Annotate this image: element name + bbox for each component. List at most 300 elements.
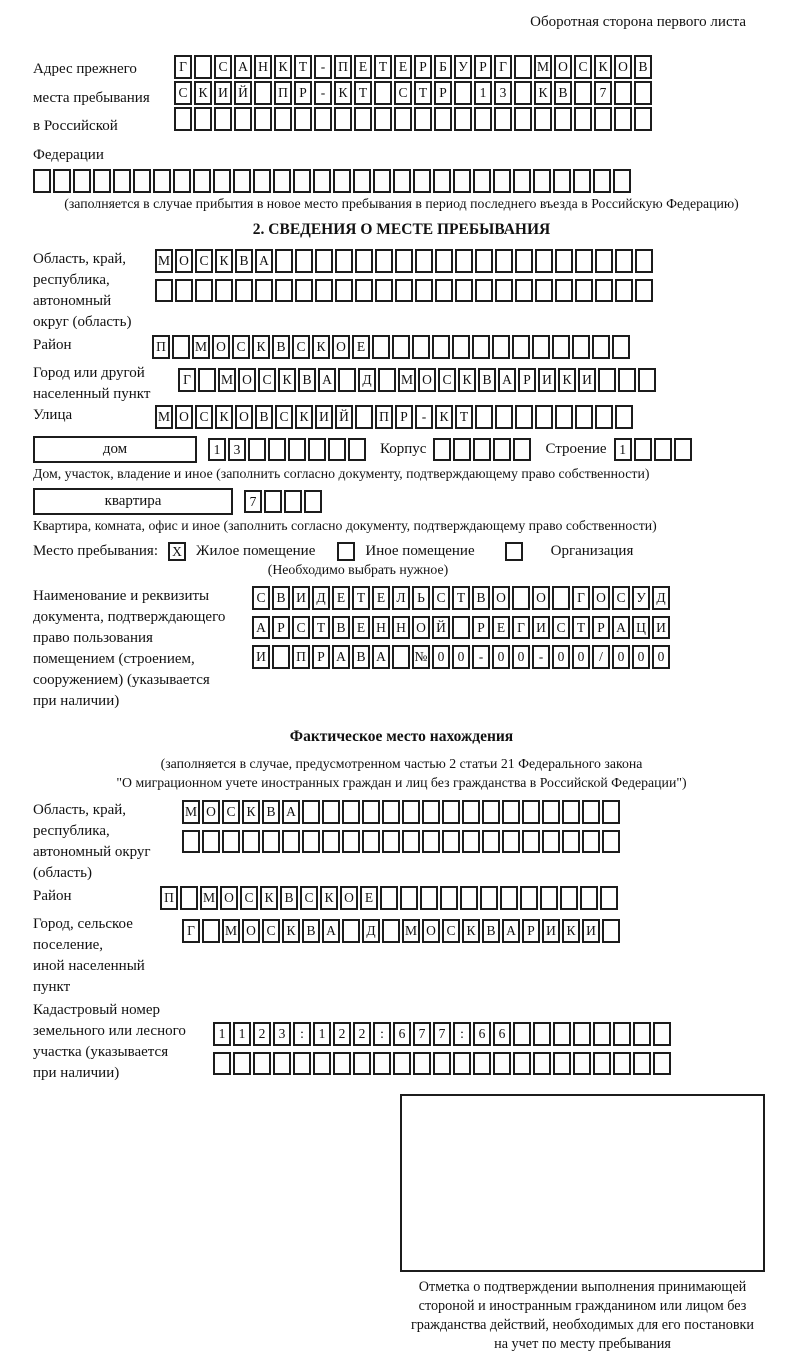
char-cell[interactable]: Й bbox=[335, 405, 353, 429]
char-cell[interactable] bbox=[288, 438, 306, 462]
char-cell[interactable]: К bbox=[242, 800, 260, 824]
char-cell[interactable] bbox=[455, 249, 473, 273]
char-cell[interactable] bbox=[422, 830, 440, 854]
char-cell[interactable]: К bbox=[215, 249, 233, 273]
char-cell[interactable] bbox=[214, 107, 232, 131]
char-cell[interactable]: К bbox=[295, 405, 313, 429]
char-cell[interactable]: А bbox=[502, 919, 520, 943]
char-cell[interactable] bbox=[273, 169, 291, 193]
char-cell[interactable] bbox=[562, 830, 580, 854]
char-cell[interactable]: И bbox=[214, 81, 232, 105]
char-cell[interactable]: О bbox=[532, 586, 550, 610]
char-cell[interactable] bbox=[393, 169, 411, 193]
char-cell[interactable]: Т bbox=[294, 55, 312, 79]
char-cell[interactable] bbox=[373, 169, 391, 193]
char-cell[interactable] bbox=[674, 438, 692, 462]
char-cell[interactable]: Е bbox=[372, 586, 390, 610]
char-cell[interactable] bbox=[375, 279, 393, 303]
char-cell[interactable] bbox=[453, 438, 471, 462]
char-cell[interactable] bbox=[593, 1022, 611, 1046]
char-cell[interactable] bbox=[355, 405, 373, 429]
char-cell[interactable] bbox=[462, 800, 480, 824]
char-cell[interactable] bbox=[412, 335, 430, 359]
char-cell[interactable]: Е bbox=[352, 335, 370, 359]
char-cell[interactable] bbox=[612, 335, 630, 359]
char-cell[interactable] bbox=[574, 81, 592, 105]
char-cell[interactable]: Т bbox=[352, 586, 370, 610]
char-cell[interactable] bbox=[493, 438, 511, 462]
char-cell[interactable] bbox=[575, 249, 593, 273]
char-cell[interactable]: 2 bbox=[253, 1022, 271, 1046]
char-cell[interactable]: - bbox=[532, 645, 550, 669]
char-cell[interactable] bbox=[315, 279, 333, 303]
char-cell[interactable] bbox=[73, 169, 91, 193]
char-cell[interactable] bbox=[432, 335, 450, 359]
char-cell[interactable] bbox=[202, 919, 220, 943]
char-cell[interactable] bbox=[235, 279, 253, 303]
char-cell[interactable]: 0 bbox=[512, 645, 530, 669]
char-cell[interactable] bbox=[522, 800, 540, 824]
char-cell[interactable] bbox=[482, 830, 500, 854]
char-cell[interactable] bbox=[512, 586, 530, 610]
char-cell[interactable]: Г bbox=[182, 919, 200, 943]
char-cell[interactable] bbox=[542, 830, 560, 854]
char-cell[interactable] bbox=[253, 169, 271, 193]
char-cell[interactable] bbox=[294, 107, 312, 131]
char-cell[interactable] bbox=[573, 1022, 591, 1046]
char-cell[interactable]: / bbox=[592, 645, 610, 669]
char-cell[interactable] bbox=[442, 830, 460, 854]
char-cell[interactable] bbox=[555, 405, 573, 429]
char-cell[interactable] bbox=[194, 55, 212, 79]
char-cell[interactable]: 0 bbox=[492, 645, 510, 669]
char-cell[interactable] bbox=[512, 335, 530, 359]
char-cell[interactable]: Е bbox=[492, 616, 510, 640]
char-cell[interactable] bbox=[553, 1052, 571, 1076]
char-cell[interactable] bbox=[180, 886, 198, 910]
char-cell[interactable] bbox=[322, 800, 340, 824]
char-cell[interactable] bbox=[593, 1052, 611, 1076]
char-cell[interactable]: : bbox=[293, 1022, 311, 1046]
char-cell[interactable] bbox=[654, 438, 672, 462]
char-cell[interactable]: О bbox=[242, 919, 260, 943]
char-cell[interactable] bbox=[335, 279, 353, 303]
char-cell[interactable] bbox=[455, 279, 473, 303]
char-cell[interactable]: М bbox=[200, 886, 218, 910]
char-cell[interactable] bbox=[535, 405, 553, 429]
char-cell[interactable]: 0 bbox=[612, 645, 630, 669]
char-cell[interactable]: К bbox=[594, 55, 612, 79]
char-cell[interactable]: № bbox=[412, 645, 430, 669]
char-cell[interactable]: Р bbox=[472, 616, 490, 640]
char-cell[interactable] bbox=[264, 490, 282, 514]
char-cell[interactable] bbox=[442, 800, 460, 824]
char-cell[interactable] bbox=[454, 81, 472, 105]
char-cell[interactable]: Р bbox=[294, 81, 312, 105]
char-cell[interactable] bbox=[415, 249, 433, 273]
char-cell[interactable]: 7 bbox=[413, 1022, 431, 1046]
char-cell[interactable]: С bbox=[252, 586, 270, 610]
char-cell[interactable]: К bbox=[282, 919, 300, 943]
char-cell[interactable]: С bbox=[262, 919, 280, 943]
char-cell[interactable] bbox=[334, 107, 352, 131]
char-cell[interactable] bbox=[634, 438, 652, 462]
char-cell[interactable]: 2 bbox=[353, 1022, 371, 1046]
char-cell[interactable] bbox=[615, 279, 633, 303]
char-cell[interactable]: В bbox=[478, 368, 496, 392]
char-cell[interactable] bbox=[513, 169, 531, 193]
char-cell[interactable] bbox=[440, 886, 458, 910]
char-cell[interactable] bbox=[194, 107, 212, 131]
char-cell[interactable] bbox=[242, 830, 260, 854]
char-cell[interactable] bbox=[552, 335, 570, 359]
char-cell[interactable] bbox=[362, 830, 380, 854]
char-cell[interactable]: М bbox=[222, 919, 240, 943]
char-cell[interactable] bbox=[392, 335, 410, 359]
char-cell[interactable]: А bbox=[252, 616, 270, 640]
char-cell[interactable] bbox=[614, 81, 632, 105]
char-cell[interactable] bbox=[53, 169, 71, 193]
char-cell[interactable] bbox=[353, 169, 371, 193]
char-cell[interactable]: Л bbox=[392, 586, 410, 610]
char-cell[interactable]: Д bbox=[362, 919, 380, 943]
char-cell[interactable] bbox=[394, 107, 412, 131]
char-cell[interactable]: О bbox=[422, 919, 440, 943]
char-cell[interactable]: О bbox=[592, 586, 610, 610]
char-cell[interactable]: Е bbox=[394, 55, 412, 79]
char-cell[interactable] bbox=[313, 1052, 331, 1076]
char-cell[interactable]: К bbox=[558, 368, 576, 392]
char-cell[interactable] bbox=[600, 886, 618, 910]
char-cell[interactable] bbox=[395, 279, 413, 303]
char-cell[interactable]: М bbox=[182, 800, 200, 824]
char-cell[interactable] bbox=[435, 249, 453, 273]
char-cell[interactable] bbox=[348, 438, 366, 462]
char-cell[interactable]: - bbox=[314, 81, 332, 105]
char-cell[interactable]: Г bbox=[178, 368, 196, 392]
char-cell[interactable] bbox=[582, 830, 600, 854]
char-cell[interactable]: 7 bbox=[244, 490, 262, 514]
char-cell[interactable] bbox=[402, 830, 420, 854]
char-cell[interactable] bbox=[308, 438, 326, 462]
char-cell[interactable] bbox=[302, 800, 320, 824]
char-cell[interactable]: Е bbox=[332, 586, 350, 610]
char-cell[interactable] bbox=[592, 335, 610, 359]
char-cell[interactable] bbox=[595, 279, 613, 303]
char-cell[interactable]: : bbox=[373, 1022, 391, 1046]
char-cell[interactable]: К bbox=[278, 368, 296, 392]
char-cell[interactable] bbox=[362, 800, 380, 824]
char-cell[interactable] bbox=[634, 107, 652, 131]
char-cell[interactable] bbox=[534, 107, 552, 131]
char-cell[interactable] bbox=[93, 169, 111, 193]
char-cell[interactable]: Е bbox=[352, 616, 370, 640]
char-cell[interactable] bbox=[282, 830, 300, 854]
char-cell[interactable] bbox=[482, 800, 500, 824]
char-cell[interactable] bbox=[435, 279, 453, 303]
char-cell[interactable]: Т bbox=[452, 586, 470, 610]
char-cell[interactable] bbox=[495, 279, 513, 303]
char-cell[interactable] bbox=[454, 107, 472, 131]
char-cell[interactable] bbox=[414, 107, 432, 131]
char-cell[interactable]: С bbox=[195, 405, 213, 429]
char-cell[interactable] bbox=[574, 107, 592, 131]
char-cell[interactable]: : bbox=[453, 1022, 471, 1046]
char-cell[interactable]: П bbox=[375, 405, 393, 429]
char-cell[interactable]: Р bbox=[474, 55, 492, 79]
char-cell[interactable] bbox=[302, 830, 320, 854]
char-cell[interactable]: И bbox=[542, 919, 560, 943]
char-cell[interactable]: К bbox=[260, 886, 278, 910]
char-cell[interactable] bbox=[215, 279, 233, 303]
char-cell[interactable]: Г bbox=[494, 55, 512, 79]
char-cell[interactable]: 0 bbox=[632, 645, 650, 669]
char-cell[interactable] bbox=[213, 1052, 231, 1076]
char-cell[interactable]: О bbox=[614, 55, 632, 79]
char-cell[interactable] bbox=[653, 1052, 671, 1076]
char-cell[interactable] bbox=[314, 107, 332, 131]
char-cell[interactable] bbox=[493, 169, 511, 193]
char-cell[interactable] bbox=[353, 1052, 371, 1076]
char-cell[interactable]: А bbox=[612, 616, 630, 640]
char-cell[interactable]: К bbox=[462, 919, 480, 943]
char-cell[interactable]: Р bbox=[312, 645, 330, 669]
char-cell[interactable] bbox=[133, 169, 151, 193]
char-cell[interactable]: Г bbox=[572, 586, 590, 610]
char-cell[interactable]: 0 bbox=[452, 645, 470, 669]
char-cell[interactable] bbox=[595, 405, 613, 429]
stay-option-checkbox-residential[interactable]: X bbox=[168, 542, 186, 561]
char-cell[interactable]: Р bbox=[414, 55, 432, 79]
char-cell[interactable] bbox=[375, 249, 393, 273]
char-cell[interactable] bbox=[374, 81, 392, 105]
char-cell[interactable] bbox=[273, 1052, 291, 1076]
char-cell[interactable]: 1 bbox=[313, 1022, 331, 1046]
char-cell[interactable]: 6 bbox=[473, 1022, 491, 1046]
char-cell[interactable] bbox=[333, 169, 351, 193]
char-cell[interactable] bbox=[338, 368, 356, 392]
char-cell[interactable] bbox=[495, 249, 513, 273]
char-cell[interactable] bbox=[553, 169, 571, 193]
char-cell[interactable]: Г bbox=[174, 55, 192, 79]
char-cell[interactable] bbox=[615, 249, 633, 273]
char-cell[interactable] bbox=[382, 830, 400, 854]
char-cell[interactable]: В bbox=[255, 405, 273, 429]
char-cell[interactable] bbox=[413, 1052, 431, 1076]
char-cell[interactable] bbox=[552, 586, 570, 610]
char-cell[interactable] bbox=[433, 438, 451, 462]
char-cell[interactable]: С bbox=[552, 616, 570, 640]
char-cell[interactable]: И bbox=[292, 586, 310, 610]
char-cell[interactable]: 1 bbox=[208, 438, 226, 462]
char-cell[interactable]: 6 bbox=[393, 1022, 411, 1046]
char-cell[interactable]: С bbox=[574, 55, 592, 79]
char-cell[interactable]: П bbox=[152, 335, 170, 359]
char-cell[interactable] bbox=[233, 169, 251, 193]
char-cell[interactable]: О bbox=[554, 55, 572, 79]
char-cell[interactable] bbox=[554, 107, 572, 131]
char-cell[interactable] bbox=[373, 1052, 391, 1076]
char-cell[interactable] bbox=[638, 368, 656, 392]
char-cell[interactable]: Т bbox=[312, 616, 330, 640]
char-cell[interactable]: В bbox=[482, 919, 500, 943]
char-cell[interactable] bbox=[560, 886, 578, 910]
char-cell[interactable]: Н bbox=[372, 616, 390, 640]
char-cell[interactable] bbox=[380, 886, 398, 910]
char-cell[interactable] bbox=[342, 800, 360, 824]
char-cell[interactable]: П bbox=[334, 55, 352, 79]
char-cell[interactable]: И bbox=[582, 919, 600, 943]
char-cell[interactable]: А bbox=[332, 645, 350, 669]
char-cell[interactable]: Т bbox=[455, 405, 473, 429]
char-cell[interactable] bbox=[575, 405, 593, 429]
char-cell[interactable]: О bbox=[175, 249, 193, 273]
char-cell[interactable]: С bbox=[300, 886, 318, 910]
char-cell[interactable] bbox=[575, 279, 593, 303]
char-cell[interactable]: М bbox=[534, 55, 552, 79]
char-cell[interactable] bbox=[460, 886, 478, 910]
char-cell[interactable] bbox=[555, 249, 573, 273]
char-cell[interactable]: Ь bbox=[412, 586, 430, 610]
char-cell[interactable]: Т bbox=[374, 55, 392, 79]
char-cell[interactable] bbox=[572, 335, 590, 359]
char-cell[interactable]: - bbox=[314, 55, 332, 79]
char-cell[interactable] bbox=[602, 800, 620, 824]
char-cell[interactable]: И bbox=[532, 616, 550, 640]
char-cell[interactable]: В bbox=[554, 81, 572, 105]
char-cell[interactable]: Т bbox=[572, 616, 590, 640]
char-cell[interactable]: Р bbox=[522, 919, 540, 943]
char-cell[interactable] bbox=[333, 1052, 351, 1076]
char-cell[interactable] bbox=[322, 830, 340, 854]
char-cell[interactable] bbox=[495, 405, 513, 429]
char-cell[interactable] bbox=[374, 107, 392, 131]
char-cell[interactable]: 0 bbox=[652, 645, 670, 669]
char-cell[interactable]: Е bbox=[360, 886, 378, 910]
char-cell[interactable] bbox=[634, 81, 652, 105]
char-cell[interactable]: 0 bbox=[432, 645, 450, 669]
char-cell[interactable]: 3 bbox=[494, 81, 512, 105]
char-cell[interactable] bbox=[540, 886, 558, 910]
char-cell[interactable]: О bbox=[340, 886, 358, 910]
char-cell[interactable]: О bbox=[332, 335, 350, 359]
char-cell[interactable] bbox=[248, 438, 266, 462]
char-cell[interactable] bbox=[573, 1052, 591, 1076]
stay-option-checkbox-other[interactable] bbox=[337, 542, 355, 561]
char-cell[interactable] bbox=[480, 886, 498, 910]
char-cell[interactable]: О bbox=[212, 335, 230, 359]
char-cell[interactable]: О bbox=[235, 405, 253, 429]
char-cell[interactable]: О bbox=[220, 886, 238, 910]
char-cell[interactable] bbox=[500, 886, 518, 910]
char-cell[interactable]: М bbox=[155, 249, 173, 273]
char-cell[interactable]: М bbox=[155, 405, 173, 429]
char-cell[interactable]: И bbox=[652, 616, 670, 640]
char-cell[interactable] bbox=[254, 107, 272, 131]
char-cell[interactable]: А bbox=[255, 249, 273, 273]
char-cell[interactable]: 0 bbox=[572, 645, 590, 669]
char-cell[interactable]: В bbox=[634, 55, 652, 79]
char-cell[interactable] bbox=[562, 800, 580, 824]
char-cell[interactable]: И bbox=[252, 645, 270, 669]
char-cell[interactable]: Р bbox=[592, 616, 610, 640]
char-cell[interactable]: - bbox=[415, 405, 433, 429]
char-cell[interactable]: А bbox=[498, 368, 516, 392]
char-cell[interactable]: С bbox=[214, 55, 232, 79]
char-cell[interactable] bbox=[328, 438, 346, 462]
char-cell[interactable]: Й bbox=[234, 81, 252, 105]
char-cell[interactable]: С bbox=[240, 886, 258, 910]
char-cell[interactable] bbox=[582, 800, 600, 824]
char-cell[interactable] bbox=[433, 1052, 451, 1076]
char-cell[interactable]: Р bbox=[395, 405, 413, 429]
char-cell[interactable]: К bbox=[320, 886, 338, 910]
char-cell[interactable] bbox=[533, 169, 551, 193]
char-cell[interactable]: Е bbox=[354, 55, 372, 79]
stay-option-checkbox-organization[interactable] bbox=[505, 542, 523, 561]
char-cell[interactable] bbox=[598, 368, 616, 392]
char-cell[interactable] bbox=[473, 1052, 491, 1076]
char-cell[interactable] bbox=[293, 1052, 311, 1076]
char-cell[interactable]: С bbox=[174, 81, 192, 105]
char-cell[interactable]: В bbox=[352, 645, 370, 669]
char-cell[interactable] bbox=[514, 55, 532, 79]
char-cell[interactable]: К bbox=[194, 81, 212, 105]
char-cell[interactable]: К bbox=[274, 55, 292, 79]
char-cell[interactable]: С bbox=[432, 586, 450, 610]
char-cell[interactable] bbox=[233, 1052, 251, 1076]
char-cell[interactable] bbox=[393, 1052, 411, 1076]
char-cell[interactable] bbox=[33, 169, 51, 193]
char-cell[interactable]: О bbox=[175, 405, 193, 429]
char-cell[interactable]: С bbox=[442, 919, 460, 943]
char-cell[interactable]: П bbox=[292, 645, 310, 669]
char-cell[interactable]: А bbox=[322, 919, 340, 943]
char-cell[interactable]: О bbox=[202, 800, 220, 824]
char-cell[interactable] bbox=[618, 368, 636, 392]
char-cell[interactable] bbox=[402, 800, 420, 824]
char-cell[interactable] bbox=[400, 886, 418, 910]
char-cell[interactable]: К bbox=[334, 81, 352, 105]
char-cell[interactable]: А bbox=[234, 55, 252, 79]
char-cell[interactable]: К bbox=[435, 405, 453, 429]
char-cell[interactable] bbox=[382, 919, 400, 943]
char-cell[interactable] bbox=[382, 800, 400, 824]
char-cell[interactable]: Р bbox=[272, 616, 290, 640]
char-cell[interactable]: 1 bbox=[614, 438, 632, 462]
char-cell[interactable] bbox=[633, 1022, 651, 1046]
char-cell[interactable]: С bbox=[222, 800, 240, 824]
char-cell[interactable] bbox=[395, 249, 413, 273]
char-cell[interactable]: С bbox=[232, 335, 250, 359]
char-cell[interactable] bbox=[453, 1052, 471, 1076]
char-cell[interactable] bbox=[613, 1022, 631, 1046]
char-cell[interactable] bbox=[355, 279, 373, 303]
char-cell[interactable] bbox=[492, 335, 510, 359]
char-cell[interactable] bbox=[342, 830, 360, 854]
char-cell[interactable] bbox=[535, 249, 553, 273]
char-cell[interactable] bbox=[254, 81, 272, 105]
char-cell[interactable] bbox=[533, 1052, 551, 1076]
char-cell[interactable] bbox=[378, 368, 396, 392]
char-cell[interactable]: И bbox=[538, 368, 556, 392]
char-cell[interactable] bbox=[415, 279, 433, 303]
char-cell[interactable] bbox=[533, 1022, 551, 1046]
char-cell[interactable] bbox=[580, 886, 598, 910]
char-cell[interactable]: М bbox=[402, 919, 420, 943]
char-cell[interactable] bbox=[255, 279, 273, 303]
char-cell[interactable] bbox=[295, 279, 313, 303]
